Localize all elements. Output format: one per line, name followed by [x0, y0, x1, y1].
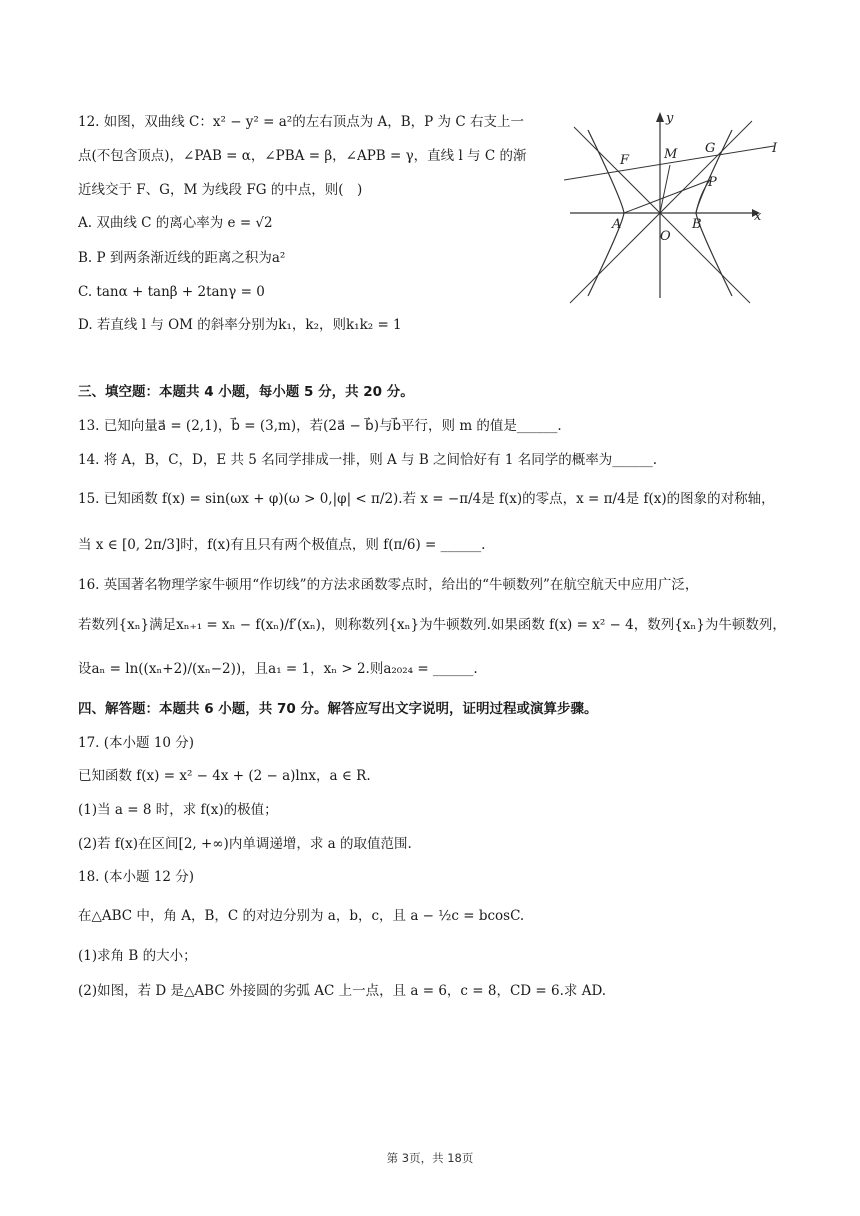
q18-part1: (1)求角 B 的大小； — [78, 948, 197, 964]
q12-line2: 点(不包含顶点)，∠PAB = α，∠PBA = β，∠APB = γ，直线 l 与 C 的渐 — [78, 148, 527, 164]
label-y: y — [666, 111, 674, 126]
label-m: M — [664, 147, 678, 162]
q16-line1: 16. 英国著名物理学家牛顿用“作切线”的方法求函数零点时，给出的“牛顿数列”在航空航天中应用广泛， — [78, 577, 699, 593]
hyperbola-figure — [560, 108, 778, 308]
q17-title: 17. (本小题 10 分) — [78, 735, 195, 751]
label-g: G — [705, 141, 716, 156]
q12-option-b: B. P 到两条渐近线的距离之积为a² — [78, 250, 286, 266]
page-footer: 第 3页，共 18页 — [386, 1151, 474, 1165]
q12-line1: 12. 如图，双曲线 C：x² − y² = a²的左右顶点为 A，B，P 为 C 右支上一 — [78, 114, 524, 130]
q17-part1: (1)当 a = 8 时，求 f(x)的极值； — [78, 802, 278, 818]
segment-om — [660, 165, 670, 213]
label-i: I — [772, 141, 778, 156]
label-x: x — [754, 209, 762, 224]
label-f: F — [620, 153, 630, 168]
section-4-heading: 四、解答题：本题共 6 小题，共 70 分。解答应写出文字说明，证明过程或演算步骤。 — [78, 701, 598, 717]
q18-stem: 在△ABC 中，角 A，B，C 的对边分别为 a，b，c，且 a − ½c = bcosC. — [78, 908, 525, 924]
question-13: 13. 已知向量a⃗ = (2,1)，b⃗ = (3,m)，若(2a⃗ − b⃗)与b⃗平行，则 m 的值是______. — [78, 418, 562, 434]
q12-option-c: C. tanα + tanβ + 2tanγ = 0 — [78, 284, 265, 300]
q15-line1: 15. 已知函数 f(x) = sin(ωx + φ)(ω > 0,|φ| < π/2).若 x = −π/4是 f(x)的零点，x = π/4是 f(x)的图象的对称轴， — [78, 491, 775, 507]
q12-option-a: A. 双曲线 C 的离心率为 e = √2 — [78, 215, 273, 231]
label-p: P — [708, 175, 717, 190]
label-o: O — [660, 229, 671, 244]
question-14: 14. 将 A，B，C，D，E 共 5 名同学排成一排，则 A 与 B 之间恰好有 1 名同学的概率为______. — [78, 452, 657, 468]
q12-line3: 近线交于 F、G，M 为线段 FG 的中点，则( ) — [78, 182, 363, 198]
q18-title: 18. (本小题 12 分) — [78, 869, 195, 885]
q17-stem: 已知函数 f(x) = x² − 4x + (2 − a)lnx，a ∈ R. — [78, 768, 371, 784]
q16-line2: 若数列{xₙ}满足xₙ₊₁ = xₙ − f(xₙ)/f′(xₙ)，则称数列{xₙ}为牛顿数列.如果函数 f(x) = x² − 4，数列{xₙ}为牛顿数列， — [78, 617, 786, 633]
q15-line2: 当 x ∈ [0, 2π/3]时，f(x)有且只有两个极值点，则 f(π/6) = ______. — [78, 537, 486, 553]
label-a: A — [612, 217, 622, 232]
q16-line3: 设aₙ = ln((xₙ+2)/(xₙ−2))，且a₁ = 1，xₙ > 2.则a₂₀₂₄ = ______. — [78, 661, 478, 677]
asymptote-negative — [574, 127, 750, 303]
y-axis-arrow — [656, 112, 664, 122]
q17-part2: (2)若 f(x)在区间[2, +∞)内单调递增，求 a 的取值范围. — [78, 836, 412, 852]
q18-part2: (2)如图，若 D 是△ABC 外接圆的劣弧 AC 上一点，且 a = 6，c = 8，CD = 6.求 AD. — [78, 983, 607, 999]
section-3-heading: 三、填空题：本题共 4 小题，每小题 5 分，共 20 分。 — [78, 384, 414, 400]
q12-option-d: D. 若直线 l 与 OM 的斜率分别为k₁，k₂，则k₁k₂ = 1 — [78, 317, 402, 333]
label-b: B — [692, 217, 702, 232]
